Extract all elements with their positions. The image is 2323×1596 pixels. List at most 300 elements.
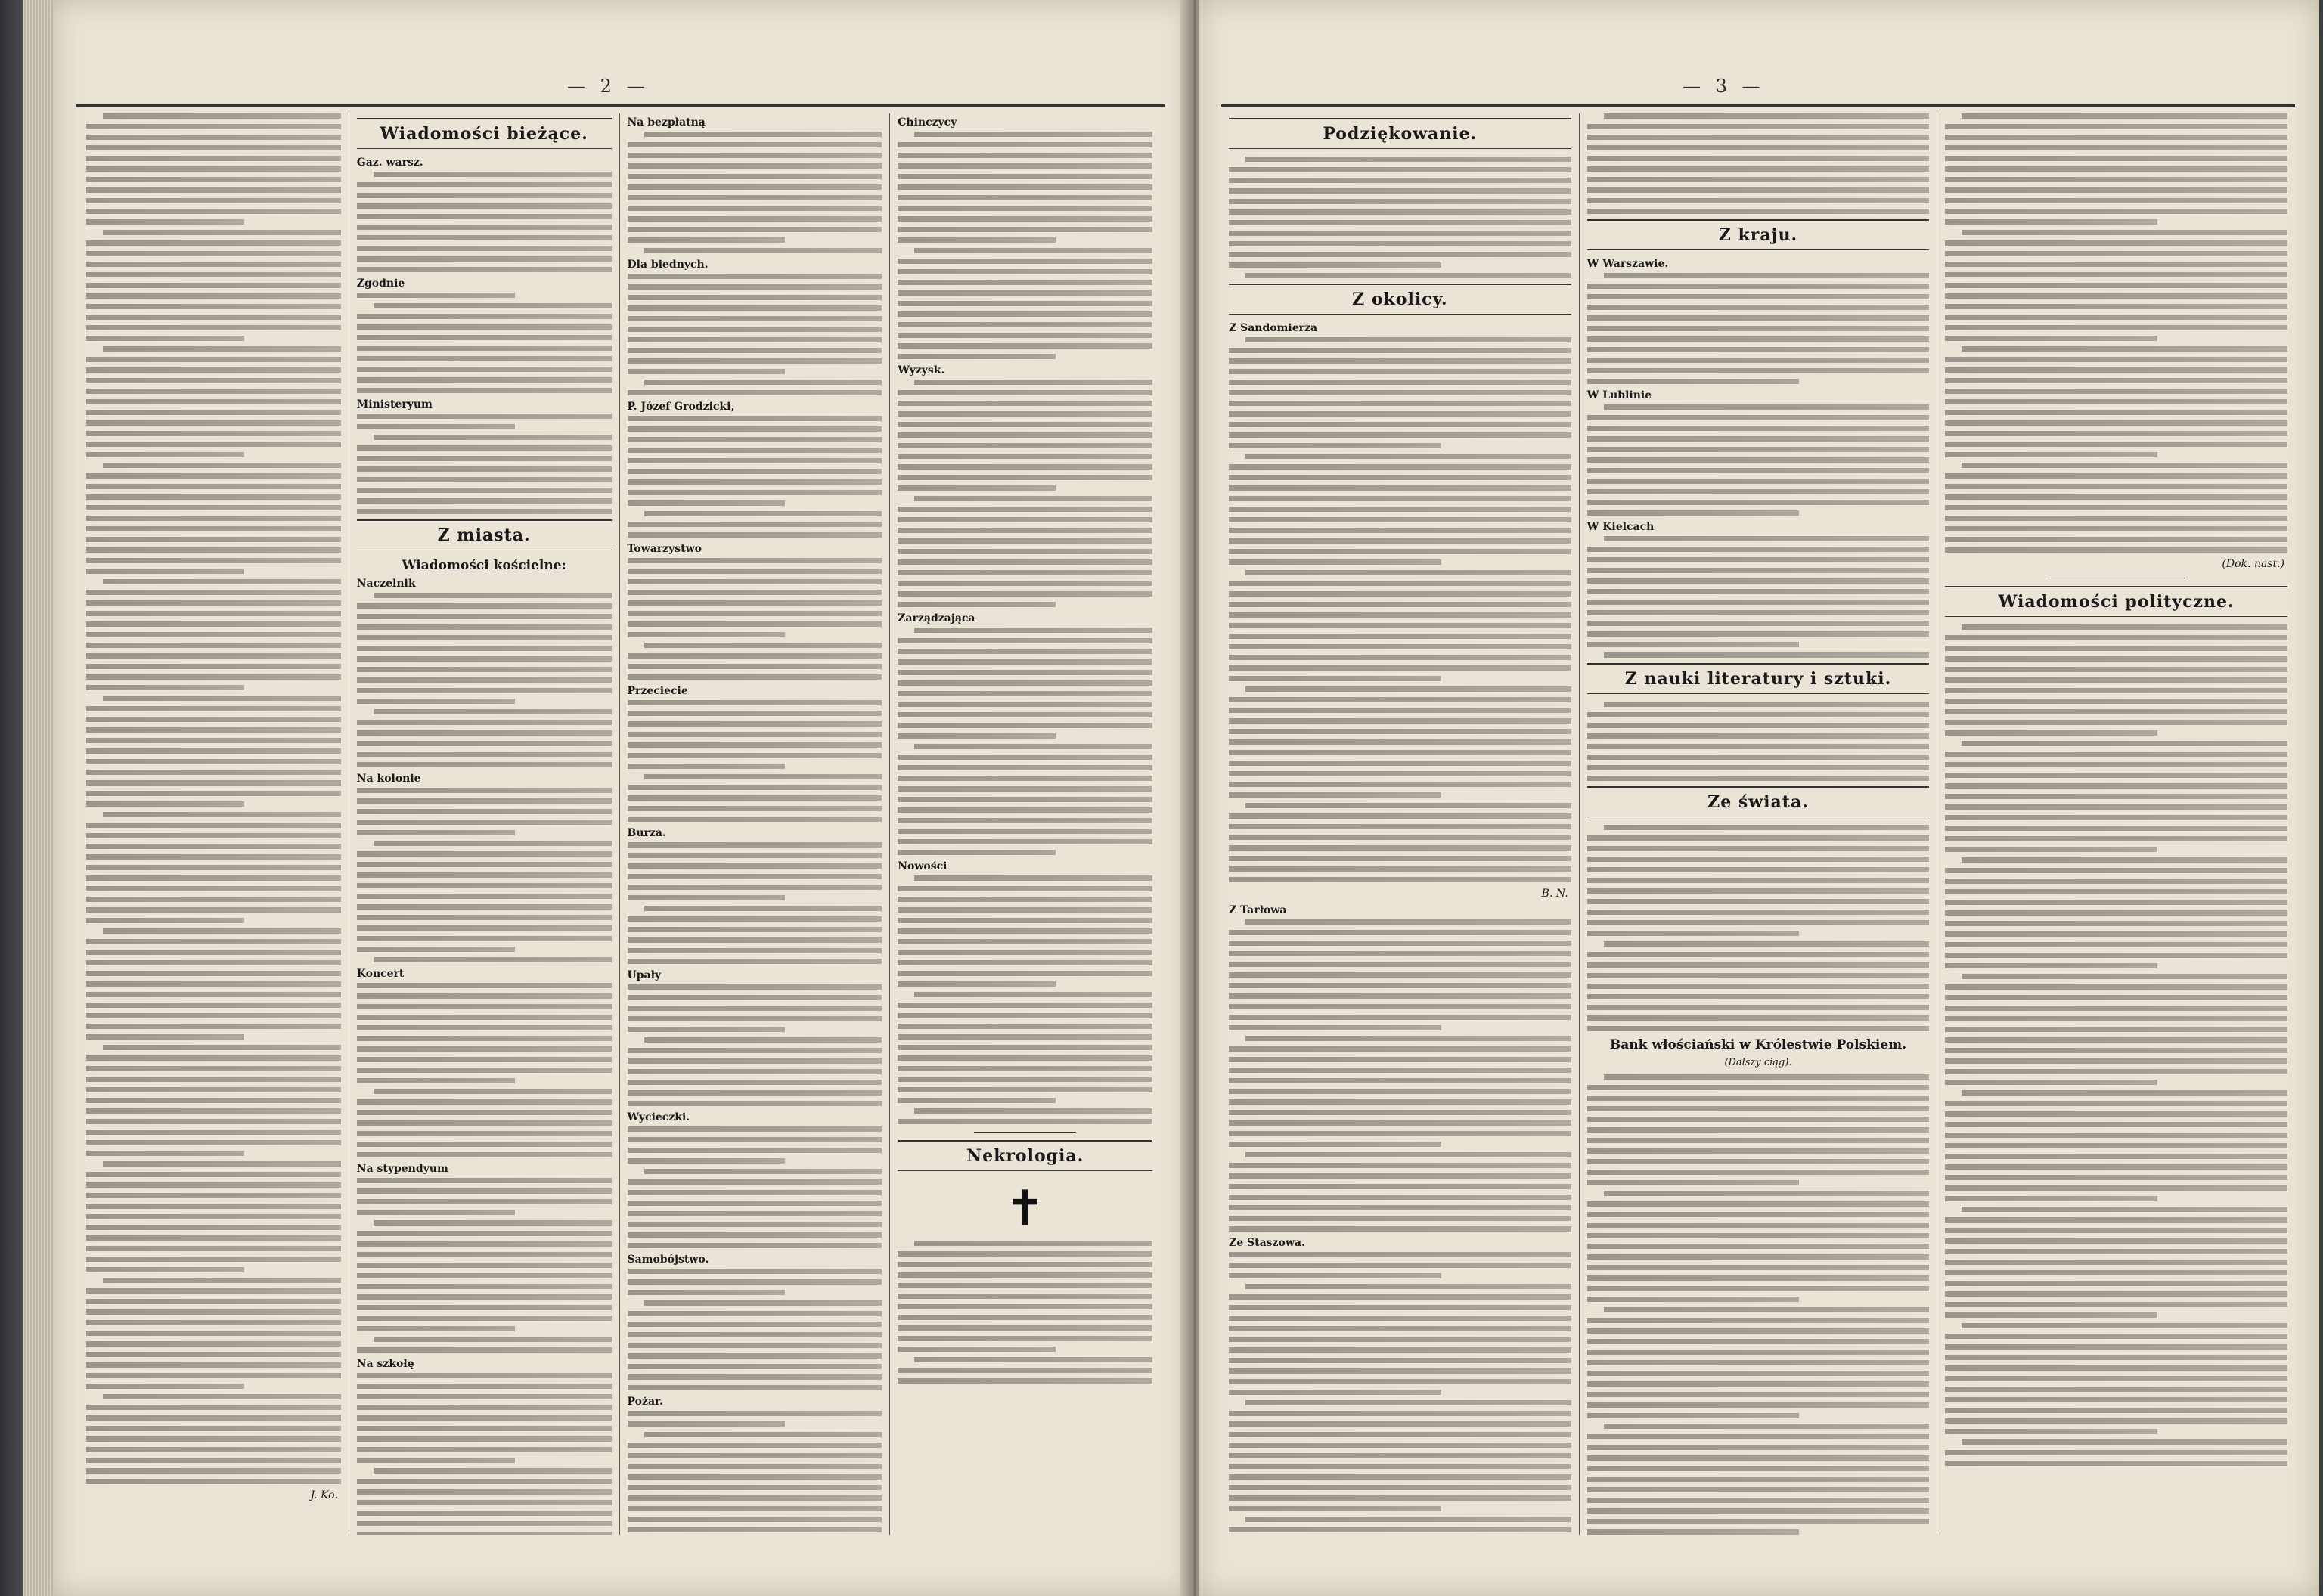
text-line [1945,1376,2287,1381]
text-line [86,1436,341,1442]
text-line [357,1078,515,1083]
section-title-bank-wloscianski: Bank włościański w Królestwie Polskiem. [1609,1037,1907,1052]
text-line [628,490,882,495]
text-line [1229,877,1571,882]
text-line [357,456,612,461]
text-line [898,259,1152,264]
text-line [357,820,612,825]
text-line [1587,198,1930,203]
text-line [1945,473,2287,479]
paragraph-lead: Z Sandomierza [1229,322,1318,334]
text-line [86,1415,341,1421]
text-line [898,301,1152,306]
paragraph-lead: Nowości [898,860,947,872]
text-line [86,886,341,891]
text-line [1945,1418,2287,1424]
text-line [898,227,1152,232]
text-line [357,235,612,240]
text-line [1945,1016,2287,1021]
text-line [1587,500,1930,505]
text-line [1945,931,2287,937]
text-line [86,865,341,870]
paragraph-lead: Na bezpłatną [627,116,706,129]
text-line [1587,1339,1930,1344]
text-line [1229,1142,1441,1147]
text-line [628,284,882,290]
text-line [628,437,882,442]
text-line [898,981,1056,987]
text-line [1587,973,1930,978]
text-line [357,762,612,767]
text-line [1945,1069,2287,1074]
text-line [1945,635,2287,640]
text-line [628,1080,882,1085]
text-line [1587,867,1930,872]
text-line [1587,642,1800,647]
text-line [628,916,882,922]
text-line [1245,570,1571,575]
text-line [357,377,612,383]
text-line [357,1326,515,1331]
text-line [1587,145,1930,150]
text-line [357,798,612,804]
text-line [1229,1453,1571,1458]
paragraph-lead: P. Józef Grodzicki, [627,401,735,413]
text-line [1229,602,1571,607]
text-line [1229,1411,1571,1416]
text-line [357,1142,612,1147]
text-line [898,1378,1152,1384]
text-line [628,937,882,943]
left-column-3 [620,113,891,1535]
text-line [86,1013,341,1018]
text-line [1945,699,2287,704]
right-columns [1221,113,2295,1535]
left-columns [79,113,1160,1535]
text-line [86,1119,341,1124]
text-line [1945,688,2287,693]
text-line [914,1108,1152,1114]
text-line [1229,348,1571,353]
text-line [1229,813,1571,819]
text-line [628,426,882,432]
text-line [1587,931,1800,936]
text-line [1587,1244,1930,1249]
text-line [914,132,1152,137]
text-line [86,135,341,140]
text-line [1229,845,1571,851]
text-line [1245,454,1571,459]
text-line [86,897,341,902]
text-line [628,764,786,769]
text-line [357,1489,612,1495]
paragraph-lead: Samobójstwo. [627,1254,709,1266]
text-line [86,685,244,690]
text-line [628,1190,882,1195]
text-line [898,1013,1152,1018]
text-line [86,240,341,246]
text-line [86,452,244,457]
text-line [103,463,341,468]
text-line [1587,1212,1930,1217]
left-column-2 [349,113,620,1535]
text-line [628,653,882,659]
text-line [1945,1006,2287,1011]
text-line [1245,337,1571,342]
text-line [86,706,341,711]
text-line [628,1311,882,1316]
text-line [86,399,341,404]
text-line [86,791,341,796]
text-line [914,248,1152,253]
text-line [86,950,341,955]
text-line [1587,1434,1930,1439]
text-line [898,269,1152,274]
text-line [1962,741,2287,746]
text-line [357,688,612,693]
text-line [628,337,882,342]
text-line [86,1235,341,1241]
text-line [86,219,244,225]
text-line [1229,401,1571,406]
text-line [1229,1368,1571,1374]
text-line [1587,1371,1930,1376]
text-line [374,172,612,177]
text-line [1945,667,2287,672]
text-line [628,458,882,463]
text-line [628,590,882,595]
text-line [357,182,612,187]
text-line [86,473,341,479]
text-line [1587,135,1930,140]
text-line [86,187,341,193]
text-line [898,928,1152,934]
text-line [644,774,882,779]
text-line [628,479,882,485]
text-line [1587,1477,1930,1482]
text-line [1229,1205,1571,1210]
text-line [628,1495,882,1501]
text-line [1229,1485,1571,1490]
text-line [86,1331,341,1336]
text-line [1229,1025,1441,1030]
text-line [86,717,341,722]
text-line [357,203,612,209]
paragraph-lead: W Kielcach [1586,521,1655,533]
text-line [86,431,341,436]
text-line [1945,399,2287,404]
text-line [86,1426,341,1431]
text-line [1945,1143,2287,1148]
text-line [86,854,341,860]
text-line [1587,712,1930,717]
text-line [86,632,341,637]
text-line [357,1305,612,1310]
text-line [86,600,341,606]
text-line [628,621,882,627]
text-line [898,163,1152,169]
text-line [86,664,341,669]
text-line [898,475,1152,480]
text-line [628,600,882,606]
text-line [1229,1131,1571,1136]
text-line [1945,1249,2287,1254]
text-line [628,1332,882,1337]
text-line [1945,730,2157,736]
paragraph-lead: Przeciecie [627,685,688,697]
text-line [1962,857,2287,863]
text-line [898,343,1152,349]
text-line [1945,1238,2287,1244]
text-line [1945,378,2287,383]
text-line [86,1193,341,1198]
text-line [86,293,341,299]
text-line [898,549,1152,554]
text-line [1945,505,2287,510]
text-line [628,700,882,705]
text-line [1229,634,1571,639]
text-line [898,1368,1152,1373]
text-line [898,411,1152,417]
paragraph-lead: Zgodnie [356,277,405,290]
text-line [628,742,882,748]
text-line [1229,581,1571,586]
text-line [1945,124,2287,129]
text-line [628,295,882,300]
text-line [1229,528,1571,533]
text-line [1945,794,2287,799]
text-line [1587,1297,1800,1302]
text-line [1945,900,2287,905]
text-line [644,511,882,516]
text-line [357,851,612,857]
right-column-3 [1937,113,2295,1535]
text-line [86,1468,341,1474]
text-line [86,1034,244,1040]
text-line [898,432,1152,438]
text-line [628,1453,882,1458]
text-line [86,1447,341,1452]
text-line [357,809,612,814]
text-line [357,509,612,514]
text-line [914,992,1152,997]
text-line [898,1272,1152,1278]
text-line [1229,1195,1571,1200]
text-line [86,1003,341,1008]
text-line [357,498,612,504]
text-line [898,971,1152,976]
text-line [86,569,244,574]
text-line [357,1120,612,1126]
text-line [628,469,882,474]
text-line [1245,1152,1571,1157]
text-line [357,1199,612,1204]
text-line [86,389,341,394]
text-line [1945,156,2287,161]
text-line [357,346,612,351]
text-line [898,755,1152,760]
text-line [86,1405,341,1410]
text-line [357,1294,612,1300]
text-line [628,1322,882,1327]
text-line [1229,1474,1571,1480]
text-line [1229,496,1571,501]
text-line [628,995,882,1000]
text-line [1229,1432,1571,1437]
text-line [628,984,882,990]
text-line [357,1152,612,1157]
text-line [1604,941,1930,947]
text-line [1229,1004,1571,1009]
text-line [898,1262,1152,1267]
text-line [898,1304,1152,1309]
text-line [1229,644,1571,649]
text-line [1945,1122,2287,1127]
header-rule-right [1221,104,2295,107]
text-line [1945,1355,2287,1360]
text-line [86,484,341,489]
text-line [1229,411,1571,417]
text-line [1229,941,1571,946]
text-line [898,581,1152,586]
text-line [1587,1180,1800,1185]
text-line [644,1037,882,1043]
text-line [1229,729,1571,734]
paragraph-lead: Na stypendyum [356,1163,448,1175]
text-line [1945,1037,2287,1043]
text-line [357,830,515,835]
text-line [1945,431,2287,436]
text-line [1229,1252,1571,1257]
text-line [1945,879,2287,884]
text-line [1229,623,1571,628]
text-line [86,420,341,426]
text-line [357,699,515,704]
text-line [1587,315,1930,321]
left-column-4 [890,113,1160,1535]
text-line [357,356,612,361]
text-line [1587,755,1930,760]
text-line [1587,1265,1930,1270]
text-line [898,422,1152,427]
text-line [86,918,244,923]
text-line [86,780,341,786]
text-line [898,776,1152,781]
text-line [86,1479,341,1484]
text-line [1229,962,1571,967]
text-line [1229,1495,1571,1501]
text-line [1229,1390,1441,1395]
text-line [644,643,882,648]
header-rule-left [76,104,1165,107]
text-line [628,1279,882,1285]
text-line [357,367,612,372]
text-line [1229,538,1571,544]
text-line [1587,284,1930,289]
text-line [1229,782,1571,787]
text-line [1587,1402,1930,1408]
paragraph-lead: Wycieczki. [627,1111,690,1123]
text-line [1229,1506,1441,1511]
text-line [898,886,1152,891]
text-line [1945,1217,2287,1223]
text-line [1229,856,1571,861]
text-line [1945,1164,2287,1170]
text-line [1587,765,1930,770]
text-line [357,1178,612,1183]
text-line [628,863,882,869]
text-line [1604,404,1930,410]
paragraph-lead: Na szkołę [356,1358,414,1370]
text-line [628,1374,882,1380]
text-line [86,1182,341,1188]
text-line [1587,1381,1930,1387]
text-line [898,765,1152,770]
text-line [1229,1326,1571,1331]
text-line [1229,178,1571,183]
text-line [86,505,341,510]
text-line [1229,390,1571,395]
text-line [357,267,612,272]
text-line [86,1225,341,1230]
text-line [1245,273,1571,278]
text-line [1945,240,2287,246]
text-line [898,712,1152,717]
text-line [357,293,515,298]
text-line [1945,1133,2287,1138]
text-line [86,1066,341,1071]
text-line [898,559,1152,565]
text-line [357,1057,612,1062]
paragraph-lead: Ze Staszowa. [1229,1237,1305,1249]
text-line [1587,1350,1930,1355]
text-line [1587,578,1930,584]
text-line [628,227,882,232]
text-line [1945,1260,2287,1265]
section-title-z-kraju: Z kraju. [1587,219,1930,250]
text-line [357,246,612,251]
text-line [1604,702,1930,707]
text-line [86,124,341,129]
text-line [628,885,882,890]
text-line [1587,415,1930,420]
text-line [1229,1015,1571,1020]
text-line [1945,209,2287,214]
text-line [628,1232,882,1238]
text-line [1229,380,1571,385]
text-line [1587,1466,1930,1471]
text-line [1945,166,2287,172]
text-line [357,915,612,920]
page-number-right: — 3 — [1683,76,1765,97]
text-line [86,304,341,309]
text-line [357,1347,612,1353]
text-line [898,311,1152,317]
text-line [1604,1191,1930,1196]
text-line [628,895,786,900]
text-line [1945,1101,2287,1106]
text-line [1587,888,1930,894]
text-line [1587,744,1930,749]
text-line [898,485,1056,491]
text-line [628,1158,786,1164]
text-line [898,570,1152,575]
text-line [898,1066,1152,1071]
text-line [374,957,612,962]
text-line [898,237,1056,243]
paragraph-lead: Upały [627,969,662,981]
text-line [357,646,612,651]
